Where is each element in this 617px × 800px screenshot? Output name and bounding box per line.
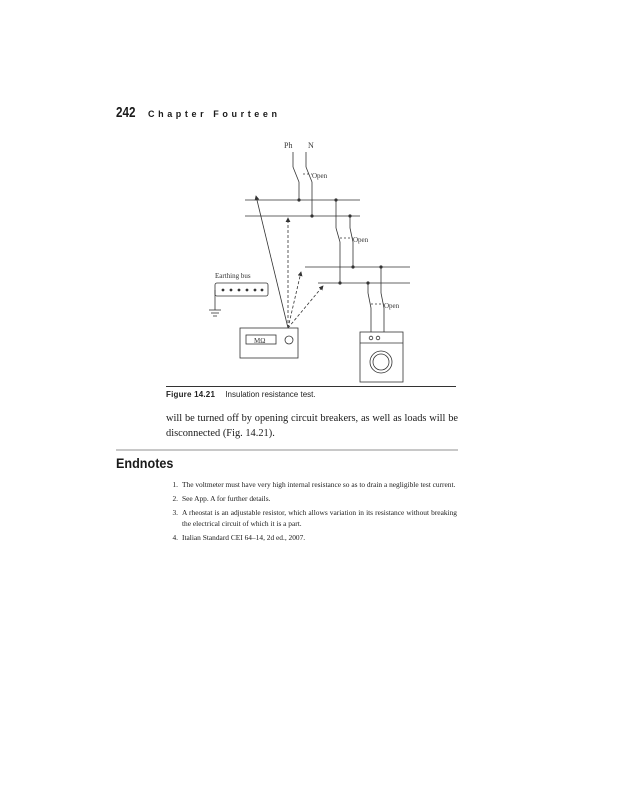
load-appliance <box>360 332 403 382</box>
main-switch-blade-ph <box>293 167 299 182</box>
caption-label: Figure 14.21 <box>166 390 216 399</box>
endnotes-list <box>166 480 457 547</box>
tester-knob-icon <box>285 336 293 344</box>
endnote-number: 1. <box>172 480 178 489</box>
neutral-label: N <box>308 141 314 150</box>
endnote-text: The voltmeter must have very high internal resistance so as to drain a negligible test current. <box>182 480 456 489</box>
endnote-text: See App. A for further details. <box>182 493 271 503</box>
switch-1-label: Open <box>312 172 328 180</box>
endnote-item <box>166 533 457 544</box>
endnote-item <box>166 508 457 529</box>
figure-caption <box>166 390 316 399</box>
switch-2-label: Open <box>353 236 369 244</box>
page-number: 242 <box>116 104 136 121</box>
endnote-number: 3. <box>172 507 178 517</box>
section-divider <box>116 449 458 451</box>
circuit-diagram <box>200 130 460 390</box>
endnote-text: Italian Standard CEI 64–14, 2d ed., 2007. <box>182 532 306 542</box>
endnotes-heading: Endnotes <box>116 455 174 471</box>
endnote-text: A rheostat is an adjustable resistor, which allows variation in its resistance without breaking the electrical circuit of which it is a part. <box>182 507 457 528</box>
chapter-title: Chapter Fourteen <box>148 109 281 119</box>
body-paragraph: will be turned off by opening circuit breakers, as well as loads will be disconnected (Fig. 14.21). <box>166 413 458 439</box>
earthing-bus-label: Earthing bus <box>215 272 251 280</box>
figure-rule <box>166 386 456 387</box>
running-header <box>116 104 281 121</box>
endnote-item <box>166 480 457 491</box>
caption-text: Insulation resistance test. <box>225 390 316 399</box>
phase-label: Ph <box>284 141 293 150</box>
endnote-number: 2. <box>172 493 178 503</box>
endnote-item <box>166 494 457 505</box>
insulation-tester <box>240 328 298 358</box>
switch-3-label: Open <box>384 302 400 310</box>
meter-label: MΩ <box>254 337 266 345</box>
endnote-number: 4. <box>172 532 178 542</box>
